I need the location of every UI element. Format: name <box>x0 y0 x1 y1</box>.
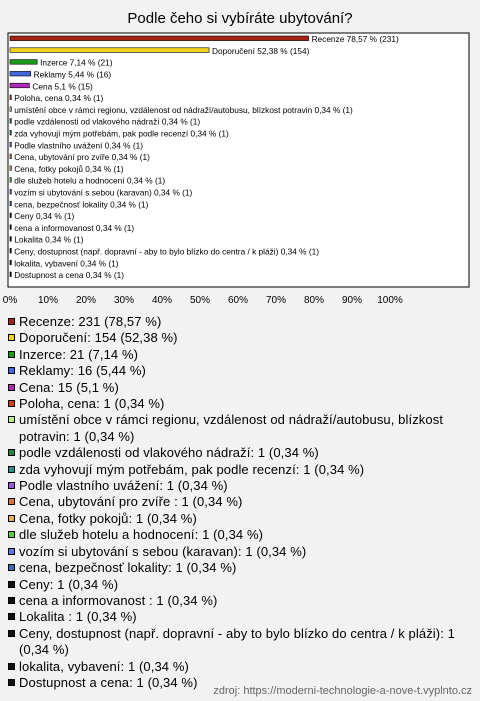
legend-swatch <box>8 630 15 637</box>
bar <box>10 237 11 242</box>
x-tick-label: 50% <box>189 295 211 306</box>
legend-label: lokalita, vybavení: 1 (0,34 %) <box>19 658 189 674</box>
legend-label: Cena: 15 (5,1 %) <box>19 379 119 395</box>
legend-item <box>8 363 474 379</box>
legend-item <box>8 396 474 412</box>
legend-label: dle služeb hotelu a hodnocení: 1 (0,34 %) <box>19 527 264 543</box>
legend-swatch <box>8 548 15 555</box>
legend-item <box>8 609 474 625</box>
bar <box>10 107 11 112</box>
legend-item <box>8 527 474 543</box>
x-tick-label: 100% <box>377 295 403 306</box>
bar-label: Podle vlastního uvážení 0,34 % (1) <box>14 140 143 151</box>
bar <box>10 260 11 265</box>
bar-label: Inzerce 7,14 % (21) <box>40 57 113 68</box>
bar <box>10 225 11 230</box>
bar <box>10 213 11 218</box>
bar-label: cena a informovanost 0,34 % (1) <box>14 222 135 233</box>
bar-label: Lokalita 0,34 % (1) <box>14 234 84 245</box>
bar-label: lokalita, vybavení 0,34 % (1) <box>14 258 119 269</box>
legend-swatch <box>8 466 15 473</box>
legend-swatch <box>8 318 15 325</box>
bar-chart <box>0 0 480 310</box>
legend-item <box>8 577 474 593</box>
legend-swatch <box>8 679 15 686</box>
legend-item <box>8 560 474 576</box>
legend-label: cena, bezpečnosť lokality: 1 (0,34 %) <box>19 560 237 576</box>
bar-label: podle vzdálenosti od vlakového nádraží 0,34 % (1) <box>14 116 201 127</box>
bar <box>10 272 11 277</box>
x-tick-label: 20% <box>75 295 97 306</box>
legend-item <box>8 380 474 396</box>
legend-swatch <box>8 515 15 522</box>
x-tick-label: 40% <box>151 295 173 306</box>
x-tick-label: 60% <box>227 295 249 306</box>
x-tick-label: 90% <box>341 295 363 306</box>
legend-label: zda vyhovují mým potřebám, pak podle recenzí: 1 (0,34 %) <box>19 461 365 477</box>
legend-item <box>8 445 474 461</box>
x-tick-label: 80% <box>303 295 325 306</box>
bar-label: Doporučení 52,38 % (154) <box>212 45 310 56</box>
legend-swatch <box>8 581 15 588</box>
legend-label: umístění obce v rámci regionu, vzdálenost od nádraží/autobusu, blízkost potravin: 1 (0,34 %) <box>19 412 444 444</box>
bar <box>10 189 11 194</box>
bar <box>10 36 309 41</box>
bar <box>10 95 11 100</box>
legend-item <box>8 462 474 478</box>
x-tick-label: 30% <box>113 295 135 306</box>
bar-label: Cena, ubytování pro zvíře 0,34 % (1) <box>14 152 150 163</box>
bar <box>10 248 11 253</box>
legend-item <box>8 412 474 445</box>
bar-label: dle služeb hotelu a hodnocení 0,34 % (1) <box>14 175 166 186</box>
legend-swatch <box>8 367 15 374</box>
bar <box>10 48 209 53</box>
bar-label: Poloha, cena 0,34 % (1) <box>14 93 104 104</box>
legend-label: vozím si ubytování s sebou (karavan): 1 (0,34 %) <box>19 543 307 559</box>
legend-label: Podle vlastního uvážení: 1 (0,34 %) <box>19 478 228 494</box>
legend-item <box>8 494 474 510</box>
legend-item <box>8 511 474 527</box>
legend-item <box>8 314 474 330</box>
legend-swatch <box>8 663 15 670</box>
legend-item <box>8 626 474 659</box>
legend-label: podle vzdálenosti od vlakového nádraží: 1 (0,34 %) <box>19 445 319 461</box>
legend-label: Cena, fotky pokojů: 1 (0,34 %) <box>19 510 197 526</box>
legend-label: Recenze: 231 (78,57 %) <box>19 314 162 329</box>
legend-label: Ceny, dostupnost (např. dopravní - aby to bylo blízko do centra / k pláži): 1 (0,34 %) <box>19 625 455 658</box>
bar-label: Ceny 0,34 % (1) <box>14 211 75 222</box>
bar-label: Cena, fotky pokojů 0,34 % (1) <box>14 163 124 174</box>
legend-swatch <box>8 334 15 341</box>
bar <box>10 178 11 183</box>
bar-label: zda vyhovují mým potřebám, pak podle recenzí 0,34 % (1) <box>14 128 229 139</box>
legend-label: Reklamy: 16 (5,44 %) <box>19 363 146 379</box>
legend-item <box>8 593 474 609</box>
bar-label: Reklamy 5,44 % (16) <box>33 69 112 80</box>
legend-label: Dostupnost a cena: 1 (0,34 %) <box>19 674 198 690</box>
bar <box>10 130 11 135</box>
x-tick-label: 10% <box>37 295 59 306</box>
bar <box>10 71 31 76</box>
bar <box>10 142 11 147</box>
legend-label: cena a informovanost : 1 (0,34 %) <box>19 592 218 608</box>
bar <box>10 201 11 206</box>
legend-label: Doporučení: 154 (52,38 %) <box>19 330 178 346</box>
legend-item <box>8 659 474 675</box>
bar-label: cena, bezpečnosť lokality 0,34 % (1) <box>14 199 149 210</box>
legend-swatch <box>8 351 15 358</box>
bar-label: Dostupnost a cena 0,34 % (1) <box>14 270 125 281</box>
bar-label: Recenze 78,57 % (231) <box>311 34 399 45</box>
chart-title: Podle čeho si vybíráte ubytování? <box>127 10 353 27</box>
bar-label: Cena 5,1 % (15) <box>32 81 93 92</box>
legend-label: Inzerce: 21 (7,14 %) <box>19 346 139 362</box>
legend-item <box>8 347 474 363</box>
legend-label: Cena, ubytování pro zvíře : 1 (0,34 %) <box>19 494 243 510</box>
legend-swatch <box>8 449 15 456</box>
bar <box>10 60 37 65</box>
legend-swatch <box>8 482 15 489</box>
legend-swatch <box>8 384 15 391</box>
bar-label: vozím si ubytování s sebou (karavan) 0,34 % (1) <box>14 187 193 198</box>
legend-swatch <box>8 498 15 505</box>
legend-swatch <box>8 597 15 604</box>
legend-item <box>8 544 474 560</box>
legend-label: Ceny: 1 (0,34 %) <box>19 576 119 592</box>
chart-legend <box>8 314 474 691</box>
bar <box>10 119 11 124</box>
legend-label: Poloha, cena: 1 (0,34 %) <box>19 396 165 412</box>
legend-swatch <box>8 613 15 620</box>
source-note: zdroj: https://moderni-technologie-a-nove-t.vyplnto.cz <box>213 685 472 697</box>
legend-swatch <box>8 564 15 571</box>
bar-label: Ceny, dostupnost (např. dopravní - aby to bylo blízko do centra / k pláži) 0,34 % (1) <box>14 246 319 257</box>
legend-item <box>8 330 474 346</box>
bar-label: umístění obce v rámci regionu, vzdálenost od nádraží/autobusu, blízkost potravin 0,34 % (1) <box>14 104 353 115</box>
legend-swatch <box>8 416 15 423</box>
x-tick-label: 0% <box>2 295 18 306</box>
x-tick-label: 70% <box>265 295 287 306</box>
legend-item <box>8 478 474 494</box>
legend-swatch <box>8 531 15 538</box>
bar <box>10 166 11 171</box>
legend-swatch <box>8 400 15 407</box>
bar <box>10 83 29 88</box>
legend-label: Lokalita : 1 (0,34 %) <box>19 609 137 625</box>
bar <box>10 154 11 159</box>
